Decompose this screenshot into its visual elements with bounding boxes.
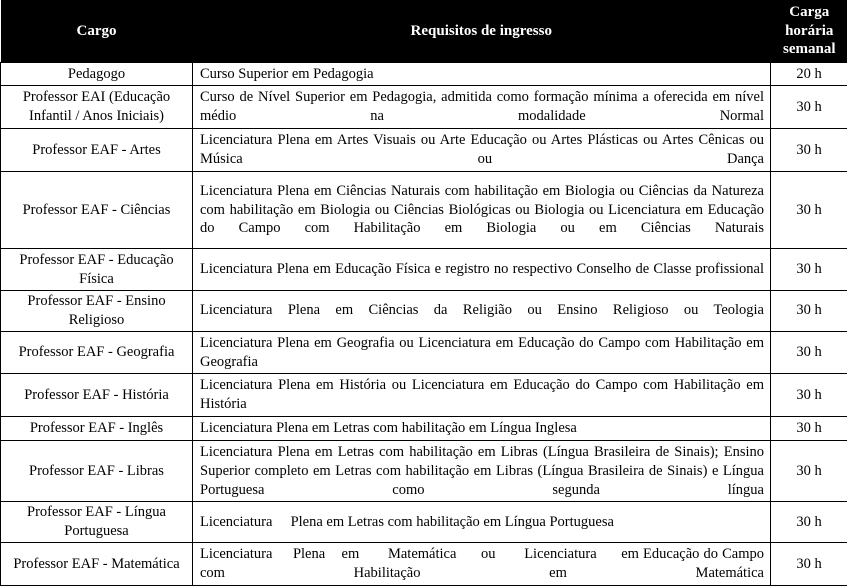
cell-requisito: Licenciatura Plena em Educação Física e registro no respectivo Conselho de Classe profissional: [193, 249, 771, 291]
cell-requisito: Licenciatura Plena em Geografia ou Licenciatura em Educação do Campo com Habilitação em Geografia: [193, 331, 771, 374]
cell-carga-horaria: 30 h: [771, 172, 847, 249]
table-body: [1, 62, 847, 585]
cell-requisito: Licenciatura Plena em Letras com habilitação em Libras (Língua Brasileira de Sinais); Ensino Superior completo em Letras com habilitação em Libras (Língua Brasileira de Sinais) e Língua Portuguesa como segunda língua: [193, 440, 771, 502]
cell-cargo: Professor EAF - Educação Física: [1, 249, 193, 291]
cell-requisito: Licenciatura Plena em Matemática ou Licenciatura em Educação do Campo com Habilitação em Matemática: [193, 543, 771, 586]
cell-requisito: Licenciatura Plena em Letras com habilitação em Língua Inglesa: [193, 417, 771, 441]
cell-requisito: Licenciatura Plena em História ou Licenciatura em Educação do Campo com Habilitação em História: [193, 374, 771, 417]
table-row: [1, 291, 847, 332]
column-header-requisitos: Requisitos de ingresso: [193, 0, 771, 62]
header-row: [1, 0, 847, 62]
cell-carga-horaria: 30 h: [771, 291, 847, 332]
table-row: [1, 502, 847, 543]
cell-cargo: Professor EAF - Libras: [1, 440, 193, 502]
cell-carga-horaria: 30 h: [771, 543, 847, 586]
table-row: [1, 62, 847, 86]
cell-cargo: Professor EAF - Artes: [1, 129, 193, 172]
carga-header-line-2: horária: [785, 23, 833, 39]
table-row: [1, 331, 847, 374]
cell-cargo: Professor EAF - Matemática: [1, 543, 193, 586]
table-row: [1, 129, 847, 172]
cell-cargo: Professor EAI (Educação Infantil / Anos Iniciais): [1, 86, 193, 129]
column-header-carga-horaria-semanal: [771, 0, 847, 62]
carga-header-line-1: Carga: [789, 4, 829, 20]
cell-requisito: Licenciatura Plena em Artes Visuais ou Arte Educação ou Artes Plásticas ou Artes Cênicas ou Música ou Dança: [193, 129, 771, 172]
cell-carga-horaria: 30 h: [771, 249, 847, 291]
column-header-cargo: Cargo: [1, 0, 193, 62]
cell-requisito: Licenciatura Plena em Ciências Naturais com habilitação em Biologia ou Ciências da Natureza com habilitação em Biologia ou Ciências Biológicas ou Biologia ou Licenciatura em Educação do Campo com Habilitação em Biologia ou em Ciências Naturais: [193, 172, 771, 249]
cell-cargo: Professor EAF - Geografia: [1, 331, 193, 374]
table-row: [1, 172, 847, 249]
cell-carga-horaria: 30 h: [771, 129, 847, 172]
cell-requisito: Licenciatura Plena em Ciências da Religião ou Ensino Religioso ou Teologia: [193, 291, 771, 332]
table-row: [1, 86, 847, 129]
cell-requisito: Licenciatura Plena em Letras com habilitação em Língua Portuguesa: [193, 502, 771, 543]
cell-carga-horaria: 30 h: [771, 417, 847, 441]
cell-requisito: Curso de Nível Superior em Pedagogia, admitida como formação mínima a oferecida em nível médio na modalidade Normal: [193, 86, 771, 129]
table-header: [1, 0, 847, 62]
cell-carga-horaria: 30 h: [771, 86, 847, 129]
cell-carga-horaria: 30 h: [771, 331, 847, 374]
table-row: [1, 374, 847, 417]
table-row: [1, 249, 847, 291]
cell-carga-horaria: 30 h: [771, 440, 847, 502]
cell-carga-horaria: 30 h: [771, 374, 847, 417]
table-row: [1, 417, 847, 441]
cell-requisito: Curso Superior em Pedagogia: [193, 62, 771, 86]
carga-header-line-3: semanal: [783, 41, 836, 57]
cell-cargo: Professor EAF - História: [1, 374, 193, 417]
cell-carga-horaria: 20 h: [771, 62, 847, 86]
table-row: [1, 440, 847, 502]
cell-cargo: Professor EAF - Inglês: [1, 417, 193, 441]
cell-cargo: Pedagogo: [1, 62, 193, 86]
table-row: [1, 543, 847, 586]
cell-carga-horaria: 30 h: [771, 502, 847, 543]
cell-cargo: Professor EAF - Ensino Religioso: [1, 291, 193, 332]
cell-cargo: Professor EAF - Ciências: [1, 172, 193, 249]
cell-cargo: Professor EAF - Língua Portuguesa: [1, 502, 193, 543]
